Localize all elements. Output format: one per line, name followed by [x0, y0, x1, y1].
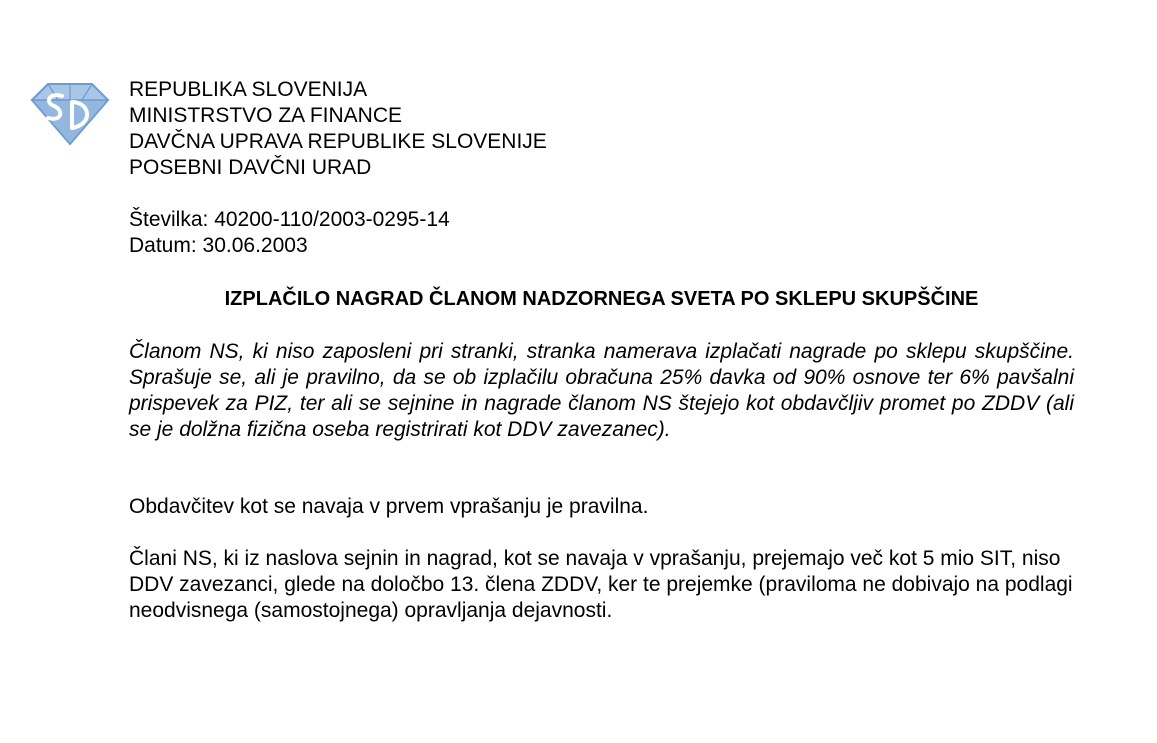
- document-meta: [129, 207, 450, 259]
- header-line-ministry: MINISTRSTVO ZA FINANCE: [129, 104, 403, 127]
- document-date: Datum: 30.06.2003: [129, 234, 308, 257]
- issuer-header: [129, 77, 547, 181]
- durs-diamond-logo: [28, 78, 112, 148]
- answer-paragraph-2: Člani NS, ki iz naslova sejnin in nagrad, kot se navaja v vprašanju, prejemajo več kot 5 mio SIT, niso DDV zavezanci, glede na določbo 13. člena ZDDV, ker te prejemke (praviloma ne dobivajo na podlagi neodvisnega (samostojnega) opravljanja dejavnosti.: [129, 547, 1073, 622]
- document-number: Številka: 40200-110/2003-0295-14: [129, 208, 450, 231]
- document-title: IZPLAČILO NAGRAD ČLANOM NADZORNEGA SVETA PO SKLEPU SKUPŠČINE: [224, 288, 979, 310]
- question-paragraph: Članom NS, ki niso zaposleni pri stranki, stranka namerava izplačati nagrade po sklepu skupščine. Sprašuje se, ali je pravilno, da se ob izplačilu obračuna 25% davka od 90% osnove ter 6% pavšalni prispevek za PIZ, ter ali se sejnine in nagrade članom NS štejejo kot obdavčljiv promet po ZDDV (ali se je dolžna fizična oseba registrirati kot DDV zavezanec).: [129, 340, 1074, 441]
- header-line-republic: REPUBLIKA SLOVENIJA: [129, 78, 368, 101]
- header-line-tax-office: POSEBNI DAVČNI URAD: [129, 156, 372, 179]
- answer-paragraph-1: Obdavčitev kot se navaja v prvem vprašanju je pravilna.: [129, 495, 649, 518]
- header-line-tax-administration: DAVČNA UPRAVA REPUBLIKE SLOVENIJE: [129, 130, 547, 153]
